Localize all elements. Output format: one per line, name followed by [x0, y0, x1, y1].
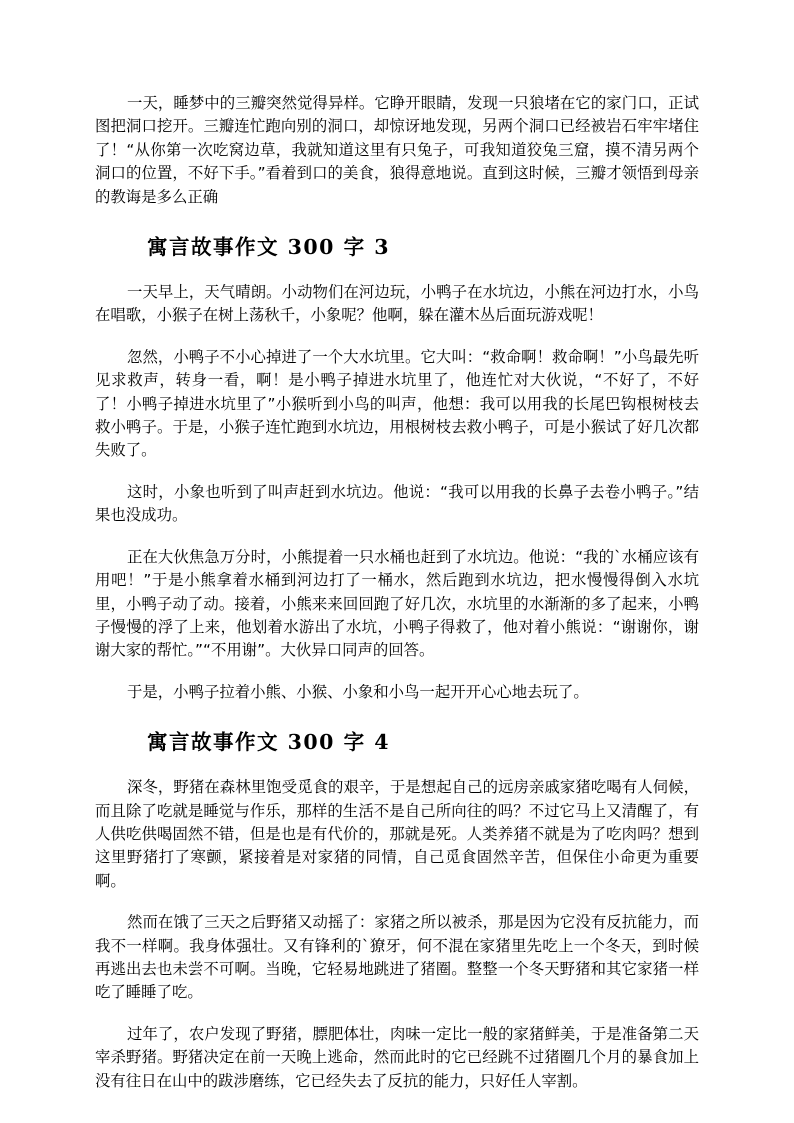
section-3-paragraph-4: 正在大伙焦急万分时，小熊提着一只水桶也赶到了水坑边。他说：“我的`水桶应该有用吧！”于是小熊拿着水桶到河边打了一桶水，然后跑到水坑边，把水慢慢得倒入水坑里，小鸭子动了动。接着，小熊来来回回跑了好几次，水坑里的水渐渐的多了起来，小鸭子慢慢的浮了上来，他划着水游出了水坑，小鸭子得救了，他对着小熊说：“谢谢你，谢谢大家的帮忙。”“不用谢”。大伙异口同声的回答。 — [95, 547, 699, 660]
section-3-paragraph-3: 这时，小象也听到了叫声赶到水坑边。他说：“我可以用我的长鼻子去卷小鸭子。”结果也没成功。 — [95, 482, 699, 525]
section-3-paragraph-5: 于是，小鸭子拉着小熊、小猴、小象和小鸟一起开开心心地去玩了。 — [127, 682, 589, 701]
intro-paragraph: 一天，睡梦中的三瓣突然觉得异样。它睁开眼睛，发现一只狼堵在它的家门口，正试图把洞口挖开。三瓣连忙跑向别的洞口，却惊讶地发现，另两个洞口已经被岩石牢牢堵住了！“从你第一次吃窝边草，我就知道这里有只兔子，可我知道狡兔三窟，摸不清另两个洞口的位置，不好下手。”看着到口的美食，狼得意地说。直到这时候，三瓣才领悟到母亲的教诲是多么正确 — [95, 94, 699, 206]
section-4-paragraph-3: 过年了，农户发现了野猪，膘肥体壮，肉味一定比一般的家猪鲜美，于是准备第二天宰杀野猪。野猪决定在前一天晚上逃命，然而此时的它已经跳不过猪圈几个月的暴食加上没有往日在山中的跋涉磨练，它已经失去了反抗的能力，只好任人宰割。 — [95, 1024, 699, 1090]
section-3-paragraph-1: 一天早上，天气晴朗。小动物们在河边玩，小鸭子在水坑边，小熊在河边打水，小鸟在唱歌，小猴子在树上荡秋千，小象呢？他啊，躲在灌木丛后面玩游戏呢！ — [95, 283, 699, 325]
section-3-heading: 寓言故事作文 300 字 3 — [147, 235, 390, 260]
section-4-paragraph-1: 深冬，野猪在森林里饱受觅食的艰辛，于是想起自己的远房亲戚家猪吃喝有人伺候，而且除了吃就是睡觉与作乐，那样的生活不是自己所向往的吗？不过它马上又清醒了，有人供吃供喝固然不错，但是也是有代价的，那就是死。人类养猪不就是为了吃肉吗？想到这里野猪打了寒颤，紧接着是对家猪的同情，自己觅食固然辛苦，但保住小命更为重要啊。 — [95, 778, 699, 890]
section-3-paragraph-2: 忽然，小鸭子不小心掉进了一个大水坑里。它大叫：“救命啊！救命啊！”小鸟最先听见求救声，转身一看，啊！是小鸭子掉进水坑里了，他连忙对大伙说，“不好了，不好了！小鸭子掉进水坑里了”小猴听到小鸟的叫声，他想：我可以用我的长尾巴钩根树枝去救小鸭子。于是，小猴子连忙跑到水坑边，用根树枝去救小鸭子，可是小猴试了好几次都失败了。 — [95, 347, 699, 460]
section-4-paragraph-2: 然而在饿了三天之后野猪又动摇了：家猪之所以被杀，那是因为它没有反抗能力，而我不一样啊。我身体强壮。又有锋利的`獠牙，何不混在家猪里先吃上一个冬天，到时候再逃出去也未尝不可啊。当晚，它轻易地跳进了猪圈。整整一个冬天野猪和其它家猪一样吃了睡睡了吃。 — [95, 913, 699, 1002]
document-body — [95, 92, 699, 1093]
section-4-heading: 寓言故事作文 300 字 4 — [147, 730, 390, 755]
